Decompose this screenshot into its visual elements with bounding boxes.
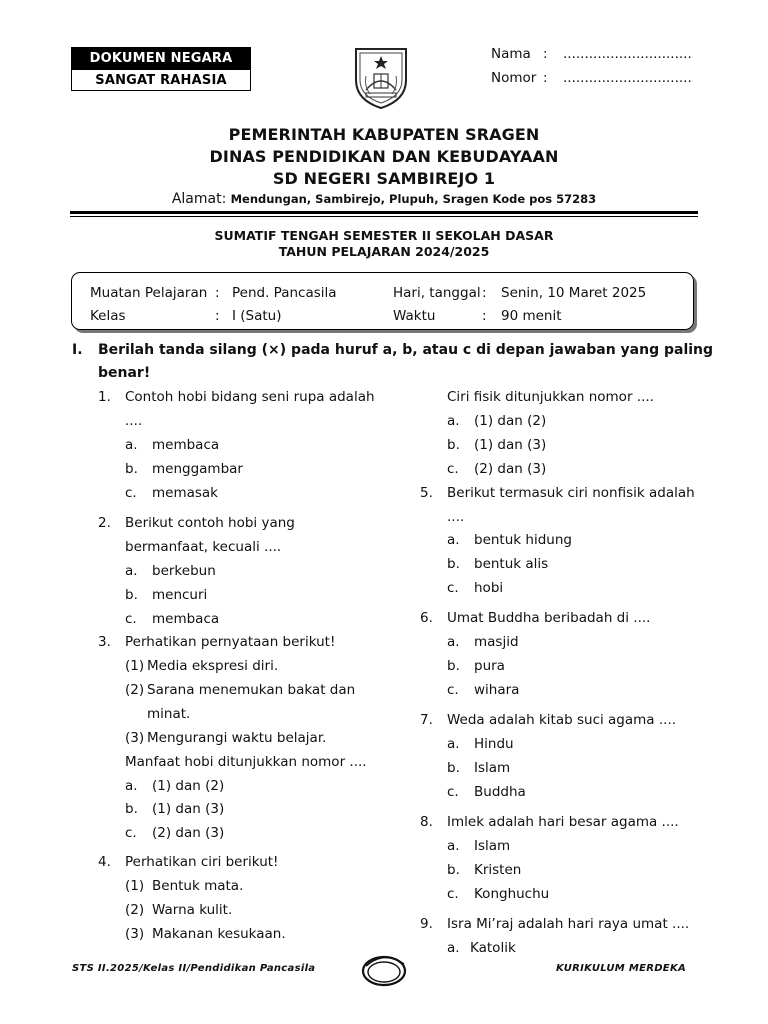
- q4-statement-1-number: (1): [125, 878, 145, 894]
- subject-value: Pend. Pancasila: [232, 285, 337, 301]
- q4-question: Ciri fisik ditunjukkan nomor ....: [447, 389, 654, 405]
- q5-option-a-letter[interactable]: a.: [447, 532, 460, 548]
- q3-statement-2-cont: minat.: [147, 706, 191, 722]
- header-rule-thin: [70, 216, 698, 217]
- subject-label: Muatan Pelajaran: [90, 285, 208, 301]
- q3-statement-3-number: (3): [125, 730, 145, 746]
- q8-number: 8.: [420, 814, 433, 830]
- q1-text-cont: ....: [125, 413, 143, 429]
- q1-option-c-letter[interactable]: c.: [125, 485, 137, 501]
- q1-option-a[interactable]: membaca: [152, 437, 220, 453]
- class-value: I (Satu): [232, 308, 282, 324]
- q2-option-b-letter[interactable]: b.: [125, 587, 138, 603]
- q3-statement-3: Mengurangi waktu belajar.: [147, 730, 327, 746]
- q6-option-a-letter[interactable]: a.: [447, 634, 460, 650]
- q5-text-cont: ....: [447, 509, 465, 525]
- address-line: [0, 191, 768, 207]
- q4-statement-2: Warna kulit.: [152, 902, 233, 918]
- q1-number: 1.: [98, 389, 111, 405]
- address-label: Alamat:: [171, 191, 227, 207]
- q9-option-a-letter[interactable]: a.: [447, 940, 460, 956]
- q4-option-b-letter[interactable]: b.: [447, 437, 460, 453]
- q3-number: 3.: [98, 634, 111, 650]
- q4-option-c[interactable]: (2) dan (3): [474, 461, 547, 477]
- header-line3: SD NEGERI SAMBIREJO 1: [272, 169, 496, 188]
- q4-option-b[interactable]: (1) dan (3): [474, 437, 547, 453]
- q8-option-c-letter[interactable]: c.: [447, 886, 459, 902]
- classification-line2: SANGAT RAHASIA: [72, 69, 250, 90]
- class-colon: :: [215, 308, 220, 324]
- q9-text: Isra Mi’raj adalah hari raya umat ....: [447, 916, 690, 932]
- q4-option-c-letter[interactable]: c.: [447, 461, 459, 477]
- date-value: Senin, 10 Maret 2025: [501, 285, 647, 301]
- date-colon: :: [482, 285, 487, 301]
- date-label: Hari, tanggal: [393, 285, 481, 301]
- q1-text: Contoh hobi bidang seni rupa adalah: [125, 389, 375, 405]
- q1-option-b[interactable]: menggambar: [152, 461, 243, 477]
- time-label: Waktu: [393, 308, 436, 324]
- q7-option-a-letter[interactable]: a.: [447, 736, 460, 752]
- q4-statement-2-number: (2): [125, 902, 145, 918]
- q2-option-a-letter[interactable]: a.: [125, 563, 138, 579]
- q8-option-a-letter[interactable]: a.: [447, 838, 460, 854]
- q4-number: 4.: [98, 854, 111, 870]
- q6-option-a[interactable]: masjid: [474, 634, 519, 650]
- q1-option-c[interactable]: memasak: [152, 485, 219, 501]
- q7-option-b-letter[interactable]: b.: [447, 760, 460, 776]
- classification-box: [71, 47, 251, 91]
- q5-option-b-letter[interactable]: b.: [447, 556, 460, 572]
- q3-question: Manfaat hobi ditunjukkan nomor ....: [125, 754, 367, 770]
- exam-title1: SUMATIF TENGAH SEMESTER II SEKOLAH DASAR: [214, 228, 554, 243]
- time-colon: :: [482, 308, 487, 324]
- q4-option-a[interactable]: (1) dan (2): [474, 413, 547, 429]
- q6-option-b-letter[interactable]: b.: [447, 658, 460, 674]
- q4-statement-1: Bentuk mata.: [152, 878, 244, 894]
- q3-text: Perhatikan pernyataan berikut!: [125, 634, 336, 650]
- q3-option-a[interactable]: (1) dan (2): [152, 778, 225, 794]
- section-instruction-line1: Berilah tanda silang (×) pada huruf a, b, atau c di depan jawaban yang paling: [98, 342, 714, 358]
- subject-colon: :: [215, 285, 220, 301]
- q4-text: Perhatikan ciri berikut!: [125, 854, 279, 870]
- q7-option-c[interactable]: Buddha: [474, 784, 526, 800]
- q7-option-c-letter[interactable]: c.: [447, 784, 459, 800]
- q3-statement-2: Sarana menemukan bakat dan: [147, 682, 356, 698]
- q5-text: Berikut termasuk ciri nonfisik adalah: [447, 485, 695, 501]
- q9-option-a[interactable]: Katolik: [470, 940, 516, 956]
- q4-statement-3-number: (3): [125, 926, 145, 942]
- q2-text: Berikut contoh hobi yang: [125, 515, 295, 531]
- q3-option-b[interactable]: (1) dan (3): [152, 801, 225, 817]
- q8-option-b[interactable]: Kristen: [474, 862, 522, 878]
- header-line1: PEMERINTAH KABUPATEN SRAGEN: [228, 125, 540, 144]
- q2-text-cont: bermanfaat, kecuali ....: [125, 539, 282, 555]
- q2-number: 2.: [98, 515, 111, 531]
- q1-option-b-letter[interactable]: b.: [125, 461, 138, 477]
- q6-option-c-letter[interactable]: c.: [447, 682, 459, 698]
- q5-option-a[interactable]: bentuk hidung: [474, 532, 572, 548]
- footer-left: STS II.2025/Kelas II/Pendidikan Pancasila: [72, 963, 316, 974]
- q6-option-c[interactable]: wihara: [474, 682, 520, 698]
- number-colon: :: [543, 70, 548, 86]
- number-label: Nomor: [491, 70, 537, 86]
- class-label: Kelas: [90, 308, 126, 324]
- q8-text: Imlek adalah hari besar agama ....: [447, 814, 679, 830]
- q7-option-a[interactable]: Hindu: [474, 736, 514, 752]
- footer-swirl-icon: [360, 950, 408, 988]
- classification-line1: DOKUMEN NEGARA: [72, 48, 250, 69]
- exam-title2: TAHUN PELAJARAN 2024/2025: [278, 244, 490, 259]
- q2-option-a[interactable]: berkebun: [152, 563, 216, 579]
- q5-option-c[interactable]: hobi: [474, 580, 504, 596]
- exam-info-box: [71, 272, 694, 330]
- q8-option-a[interactable]: Islam: [474, 838, 511, 854]
- q5-option-b[interactable]: bentuk alis: [474, 556, 549, 572]
- q5-option-c-letter[interactable]: c.: [447, 580, 459, 596]
- q7-option-b[interactable]: Islam: [474, 760, 511, 776]
- section-number: I.: [72, 342, 83, 358]
- number-field[interactable]: ..............................: [563, 70, 692, 86]
- q2-option-c-letter[interactable]: c.: [125, 611, 137, 627]
- footer-right: KURIKULUM MERDEKA: [556, 963, 687, 974]
- q3-option-a-letter[interactable]: a.: [125, 778, 138, 794]
- q2-option-c[interactable]: membaca: [152, 611, 220, 627]
- q6-option-b[interactable]: pura: [474, 658, 505, 674]
- name-label: Nama: [491, 46, 531, 62]
- header-rule-thick: [70, 211, 698, 214]
- name-field[interactable]: ..............................: [563, 46, 692, 62]
- q1-option-a-letter[interactable]: a.: [125, 437, 138, 453]
- q3-option-c-letter[interactable]: c.: [125, 825, 137, 841]
- q7-number: 7.: [420, 712, 433, 728]
- number-line: [491, 70, 692, 86]
- q3-option-c[interactable]: (2) dan (3): [152, 825, 225, 841]
- q3-option-b-letter[interactable]: b.: [125, 801, 138, 817]
- regency-emblem-icon: [352, 46, 410, 110]
- header-line2: DINAS PENDIDIKAN DAN KEBUDAYAAN: [209, 147, 559, 166]
- section-instruction-line2: benar!: [98, 365, 151, 381]
- q7-text: Weda adalah kitab suci agama ....: [447, 712, 677, 728]
- address-value: Mendungan, Sambirejo, Plupuh, Sragen Kode pos 57283: [230, 192, 597, 206]
- q2-option-b[interactable]: mencuri: [152, 587, 208, 603]
- q8-option-b-letter[interactable]: b.: [447, 862, 460, 878]
- q4-option-a-letter[interactable]: a.: [447, 413, 460, 429]
- q3-statement-1: Media ekspresi diri.: [147, 658, 279, 674]
- name-colon: :: [543, 46, 548, 62]
- q9-number: 9.: [420, 916, 433, 932]
- q5-number: 5.: [420, 485, 433, 501]
- q8-option-c[interactable]: Konghuchu: [474, 886, 550, 902]
- name-line: [491, 46, 692, 62]
- time-value: 90 menit: [501, 308, 562, 324]
- q6-number: 6.: [420, 610, 433, 626]
- q4-statement-3: Makanan kesukaan.: [152, 926, 286, 942]
- q3-statement-1-number: (1): [125, 658, 145, 674]
- q6-text: Umat Buddha beribadah di ....: [447, 610, 651, 626]
- q3-statement-2-number: (2): [125, 682, 145, 698]
